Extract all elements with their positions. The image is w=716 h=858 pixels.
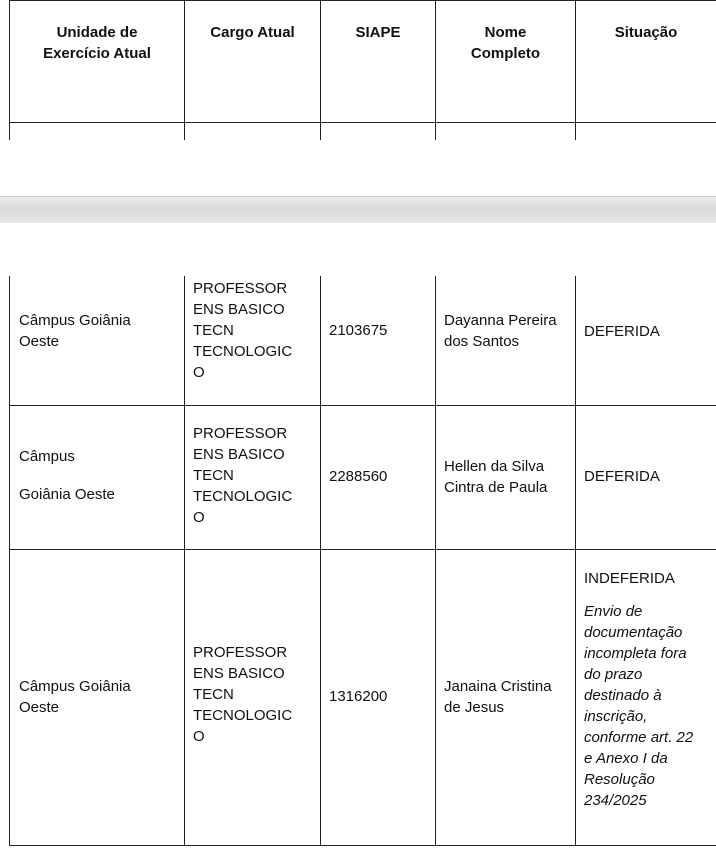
nome-line1: Hellen da Silva (444, 458, 545, 475)
unidade-line1: Câmpus Goiânia (19, 312, 131, 329)
header-nome-line1: Nome (484, 24, 527, 41)
cell-siape: 1316200 (329, 688, 388, 705)
cell-situacao (584, 568, 714, 811)
nome-line2: dos Santos (444, 333, 520, 350)
cell-unidade (19, 446, 179, 505)
motivo-line: incompleta fora (584, 645, 687, 662)
header-cargo: Cargo Atual (210, 24, 295, 41)
cell-siape: 2103675 (329, 322, 388, 339)
cell-situacao: DEFERIDA (584, 323, 660, 340)
cell-cargo (193, 642, 311, 747)
motivo-line: documentação (584, 624, 683, 641)
header-unidade (10, 22, 184, 64)
motivo-line: Resolução (584, 771, 655, 788)
nome-line2: Cintra de Paula (444, 479, 548, 496)
cargo-line: TECN (193, 467, 234, 484)
header-siape: SIAPE (355, 24, 401, 41)
cell-unidade (19, 310, 179, 352)
header-nome-line2: Completo (470, 45, 541, 62)
motivo-line: e Anexo I da (584, 750, 668, 767)
situacao-status: INDEFERIDA (584, 570, 675, 587)
unidade-line1: Câmpus Goiânia (19, 678, 131, 695)
header-unidade-line2: Exercício Atual (43, 45, 151, 62)
cell-unidade (19, 676, 179, 718)
motivo-line: 234/2025 (584, 792, 647, 809)
header-nome (436, 22, 575, 64)
cargo-line: TECNOLOGIC (193, 343, 293, 360)
unidade-line2: Goiânia Oeste (19, 486, 115, 503)
motivo-line: Envio de (584, 603, 643, 620)
cell-siape: 2288560 (329, 468, 388, 485)
cell-cargo (193, 278, 311, 383)
cargo-line: ENS BASICO (193, 301, 285, 318)
motivo-line: destinado à (584, 687, 662, 704)
cargo-line: PROFESSOR (193, 644, 288, 661)
cargo-line: ENS BASICO (193, 665, 285, 682)
motivo-line: do prazo (584, 666, 643, 683)
cell-nome (444, 676, 574, 718)
cargo-line: O (193, 364, 205, 381)
cell-nome (444, 310, 574, 352)
situacao-motivo (584, 601, 714, 811)
motivo-line: inscrição, (584, 708, 648, 725)
cargo-line: ENS BASICO (193, 446, 285, 463)
nome-line1: Janaina Cristina (444, 678, 552, 695)
motivo-line: conforme art. 22 (584, 729, 694, 746)
cell-situacao: DEFERIDA (584, 468, 660, 485)
cargo-line: TECN (193, 686, 234, 703)
cargo-line: TECNOLOGIC (193, 488, 293, 505)
nome-line2: de Jesus (444, 699, 505, 716)
cargo-line: O (193, 509, 205, 526)
cargo-line: PROFESSOR (193, 425, 288, 442)
cell-cargo (193, 423, 311, 528)
header-situacao: Situação (614, 24, 678, 41)
header-unidade-line1: Unidade de (56, 24, 138, 41)
unidade-line2: Oeste (19, 699, 60, 716)
unidade-line2: Oeste (19, 333, 60, 350)
page-break (0, 197, 716, 223)
cargo-line: TECNOLOGIC (193, 707, 293, 724)
cargo-line: TECN (193, 322, 234, 339)
cell-nome (444, 456, 574, 498)
cargo-line: O (193, 728, 205, 745)
nome-line1: Dayanna Pereira (444, 312, 557, 329)
unidade-line1: Câmpus (19, 448, 75, 465)
cargo-line: PROFESSOR (193, 280, 288, 297)
